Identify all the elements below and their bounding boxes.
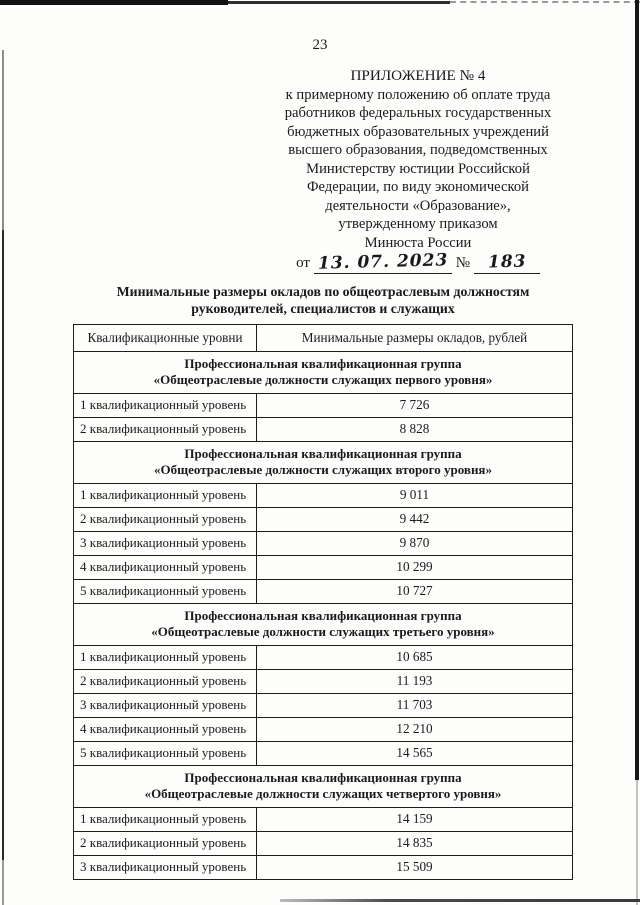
qualification-level-cell: 1 квалификационный уровень bbox=[74, 483, 257, 507]
table-row bbox=[74, 393, 573, 417]
salary-value-cell: 9 011 bbox=[257, 483, 573, 507]
table-row bbox=[74, 807, 573, 831]
qualification-level-cell: 1 квалификационный уровень bbox=[74, 807, 257, 831]
salary-value-cell: 10 727 bbox=[257, 579, 573, 603]
table-row bbox=[74, 645, 573, 669]
salary-value-cell: 14 565 bbox=[257, 741, 573, 765]
appendix-line: Министерству юстиции Российской bbox=[306, 160, 530, 177]
table-title-line1: Минимальные размеры окладов по общеотраслевым должностям bbox=[116, 283, 530, 299]
salary-value-cell: 12 210 bbox=[257, 717, 573, 741]
qualification-level-cell: 2 квалификационный уровень bbox=[74, 417, 257, 441]
table-row bbox=[74, 855, 573, 879]
appendix-line: работников федеральных государственных bbox=[284, 105, 552, 121]
table-row bbox=[74, 741, 573, 765]
salary-value-cell: 9 442 bbox=[257, 507, 573, 531]
table-row bbox=[74, 483, 573, 507]
scan-artifact-bottom-line bbox=[280, 899, 640, 902]
scan-artifact-right-edge-light bbox=[636, 780, 638, 905]
appendix-line: Минюста России bbox=[364, 234, 472, 251]
qualification-level-cell: 1 квалификационный уровень bbox=[74, 393, 257, 417]
handwritten-number: 183 bbox=[487, 251, 527, 273]
qualification-level-cell: 2 квалификационный уровень bbox=[74, 831, 257, 855]
salary-value-cell: 14 835 bbox=[257, 831, 573, 855]
qualification-level-cell: 3 квалификационный уровень bbox=[74, 693, 257, 717]
appendix-line: бюджетных образовательных учреждений bbox=[287, 123, 549, 140]
qualification-level-cell: 2 квалификационный уровень bbox=[74, 507, 257, 531]
salary-value-cell: 10 299 bbox=[257, 555, 573, 579]
qualification-level-cell: 1 квалификационный уровень bbox=[74, 645, 257, 669]
group-header-cell: Профессиональная квалификационная группа «Общеотраслевые должности служащих второго уровня» bbox=[74, 441, 573, 483]
appendix-title: ПРИЛОЖЕНИЕ № 4 bbox=[350, 67, 486, 84]
appendix-header-block bbox=[258, 67, 578, 274]
handwritten-date: 13. 07. 2023 bbox=[317, 250, 449, 274]
salary-table bbox=[73, 324, 573, 880]
salary-value-cell: 14 159 bbox=[257, 807, 573, 831]
qualification-level-cell: 3 квалификационный уровень bbox=[74, 855, 257, 879]
column-header-levels: Квалификационные уровни bbox=[74, 324, 257, 351]
salary-value-cell: 15 509 bbox=[257, 855, 573, 879]
scan-artifact-right-edge bbox=[635, 0, 639, 780]
table-row bbox=[74, 717, 573, 741]
group-header-cell: Профессиональная квалификационная группа «Общеотраслевые должности служащих третьего уровня» bbox=[74, 603, 573, 645]
table-row bbox=[74, 531, 573, 555]
appendix-line: Федерации, по виду экономической bbox=[307, 179, 529, 195]
table-row bbox=[74, 579, 573, 603]
qualification-level-cell: 3 квалификационный уровень bbox=[74, 531, 257, 555]
salary-value-cell: 11 193 bbox=[257, 669, 573, 693]
table-row bbox=[74, 831, 573, 855]
table-title bbox=[73, 283, 573, 317]
table-row bbox=[74, 693, 573, 717]
appendix-line: деятельности «Образование», bbox=[325, 197, 511, 214]
table-group-row bbox=[74, 603, 573, 645]
salary-value-cell: 11 703 bbox=[257, 693, 573, 717]
approval-prefix: от bbox=[296, 255, 310, 271]
page-number: 23 bbox=[312, 37, 328, 53]
table-group-row bbox=[74, 441, 573, 483]
appendix-line: утвержденному приказом bbox=[338, 216, 498, 232]
scan-artifact-left-edge-top bbox=[2, 50, 4, 230]
salary-value-cell: 7 726 bbox=[257, 393, 573, 417]
table-row bbox=[74, 669, 573, 693]
approval-number-sign: № bbox=[455, 255, 471, 271]
approval-line bbox=[258, 250, 578, 274]
table-title-line2: руководителей, специалистов и служащих bbox=[191, 300, 455, 316]
salary-value-cell: 9 870 bbox=[257, 531, 573, 555]
salary-table-body bbox=[74, 351, 573, 879]
scan-artifact-left-edge bbox=[2, 230, 4, 860]
qualification-level-cell: 5 квалификационный уровень bbox=[74, 579, 257, 603]
table-header-row bbox=[74, 324, 573, 351]
group-header-cell: Профессиональная квалификационная группа «Общеотраслевые должности служащих первого уровня» bbox=[74, 351, 573, 393]
scan-artifact-left-edge-bottom bbox=[2, 860, 4, 905]
table-group-row bbox=[74, 765, 573, 807]
group-header-cell: Профессиональная квалификационная группа «Общеотраслевые должности служащих четвертого уровня» bbox=[74, 765, 573, 807]
salary-value-cell: 8 828 bbox=[257, 417, 573, 441]
qualification-level-cell: 5 квалификационный уровень bbox=[74, 741, 257, 765]
salary-value-cell: 10 685 bbox=[257, 645, 573, 669]
column-header-salaries: Минимальные размеры окладов, рублей bbox=[257, 324, 573, 351]
qualification-level-cell: 2 квалификационный уровень bbox=[74, 669, 257, 693]
qualification-level-cell: 4 квалификационный уровень bbox=[74, 717, 257, 741]
table-row bbox=[74, 555, 573, 579]
qualification-level-cell: 4 квалификационный уровень bbox=[74, 555, 257, 579]
appendix-line: высшего образования, подведомственных bbox=[288, 142, 548, 158]
table-group-row bbox=[74, 351, 573, 393]
table-row bbox=[74, 417, 573, 441]
appendix-line: к примерному положению об оплате труда bbox=[285, 86, 551, 103]
approval-number-underline bbox=[474, 251, 540, 274]
table-row bbox=[74, 507, 573, 531]
approval-date-underline bbox=[314, 250, 452, 274]
